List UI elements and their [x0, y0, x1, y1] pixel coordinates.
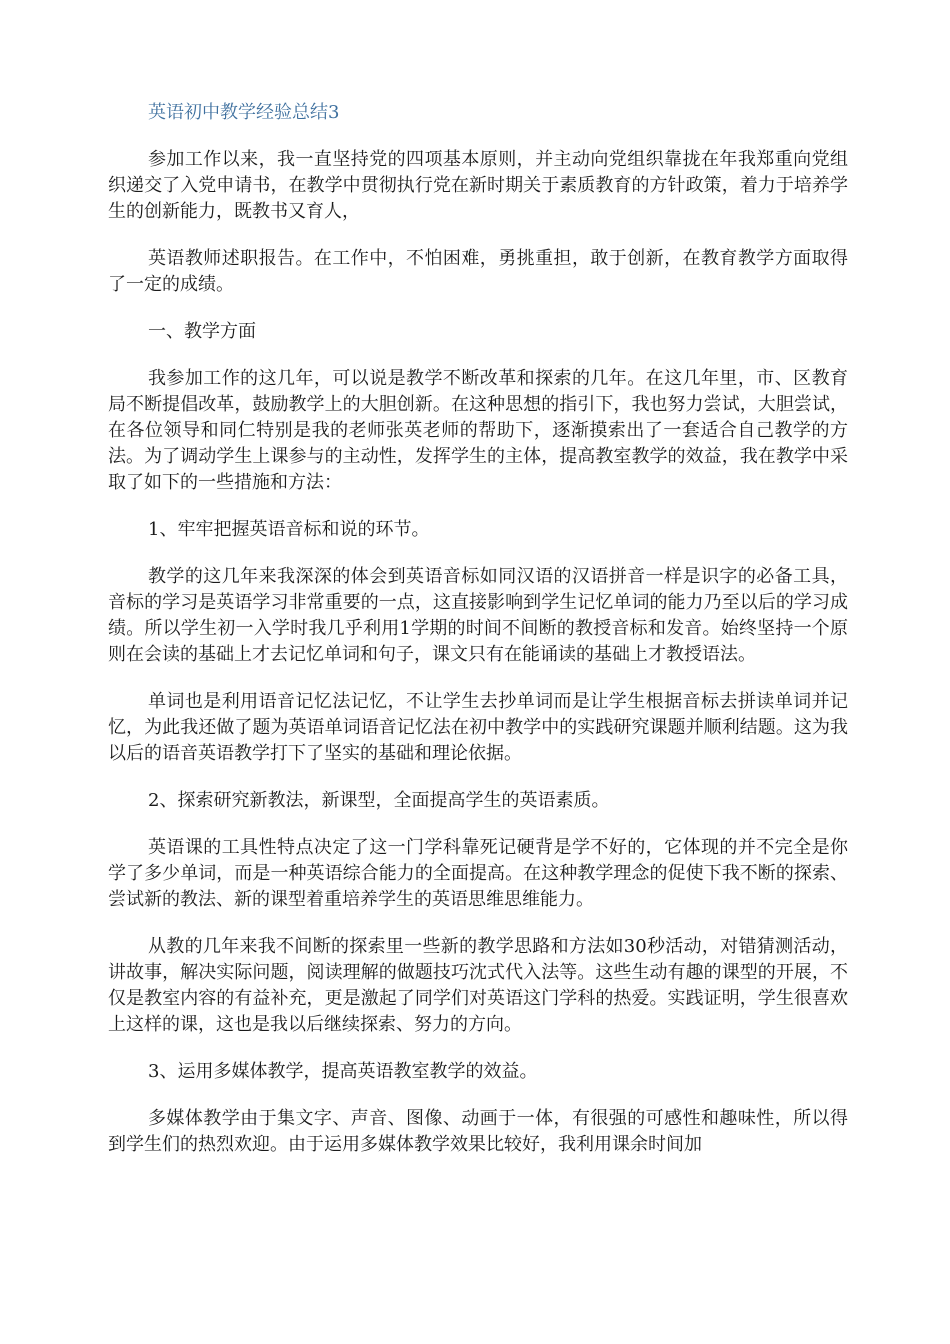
paragraph: 教学的这几年来我深深的体会到英语音标如同汉语的汉语拼音一样是识字的必备工具，音标的学习是英语学习非常重要的一点，这直接影响到学生记忆单词的能力乃至以后的学习成绩。所以学生初一入学时我几乎利用1学期的时间不间断的教授音标和发音。始终坚持一个原则在会读的基础上才去记忆单词和句子，课文只有在能诵读的基础上才教授语法。	[108, 566, 848, 665]
document-page	[108, 100, 848, 1179]
paragraph: 参加工作以来，我一直坚持党的四项基本原则，并主动向党组织靠拢在年我郑重向党组织递交了入党申请书，在教学中贯彻执行党在新时期关于素质教育的方针政策，着力于培养学生的创新能力，既教书又育人，	[108, 149, 848, 222]
section-heading: 2、探索研究新教法，新课型，全面提高学生的英语素质。	[148, 790, 610, 811]
paragraph: 单词也是利用语音记忆法记忆，不让学生去抄单词而是让学生根据音标去拼读单词并记忆，为此我还做了题为英语单词语音记忆法在初中教学中的实践研究课题并顺利结题。这为我以后的语音英语教学打下了坚实的基础和理论依据。	[108, 691, 848, 764]
section-heading: 3、运用多媒体教学，提高英语教室教学的效益。	[148, 1061, 538, 1082]
paragraph: 我参加工作的这几年，可以说是教学不断改革和探索的几年。在这几年里，市、区教育局不断提倡改革，鼓励教学上的大胆创新。在这种思想的指引下，我也努力尝试，大胆尝试，在各位领导和同仁特别是我的老师张英老师的帮助下，逐渐摸索出了一套适合自己教学的方法。为了调动学生上课参与的主动性，发挥学生的主体，提高教室教学的效益，我在教学中采取了如下的一些措施和方法：	[108, 368, 848, 493]
section-heading: 一、教学方面	[148, 321, 256, 342]
document-title: 英语初中教学经验总结3	[148, 102, 340, 123]
paragraph: 英语教师述职报告。在工作中，不怕困难，勇挑重担，敢于创新，在教育教学方面取得了一定的成绩。	[108, 248, 848, 295]
paragraph: 多媒体教学由于集文字、声音、图像、动画于一体，有很强的可感性和趣味性，所以得到学生们的热烈欢迎。由于运用多媒体教学效果比较好，我利用课余时间加	[108, 1108, 848, 1155]
section-heading: 1、牢牢把握英语音标和说的环节。	[148, 519, 430, 540]
paragraph: 英语课的工具性特点决定了这一门学科靠死记硬背是学不好的，它体现的并不完全是你学了多少单词，而是一种英语综合能力的全面提高。在这种教学理念的促使下我不断的探索、尝试新的教法、新的课型着重培养学生的英语思维思维能力。	[108, 837, 848, 910]
paragraph: 从教的几年来我不间断的探索里一些新的教学思路和方法如30秒活动，对错猜测活动，讲故事，解决实际问题，阅读理解的做题技巧沈式代入法等。这些生动有趣的课型的开展，不仅是教室内容的有益补充，更是激起了同学们对英语这门学科的热爱。实践证明，学生很喜欢上这样的课，这也是我以后继续探索、努力的方向。	[108, 936, 848, 1035]
